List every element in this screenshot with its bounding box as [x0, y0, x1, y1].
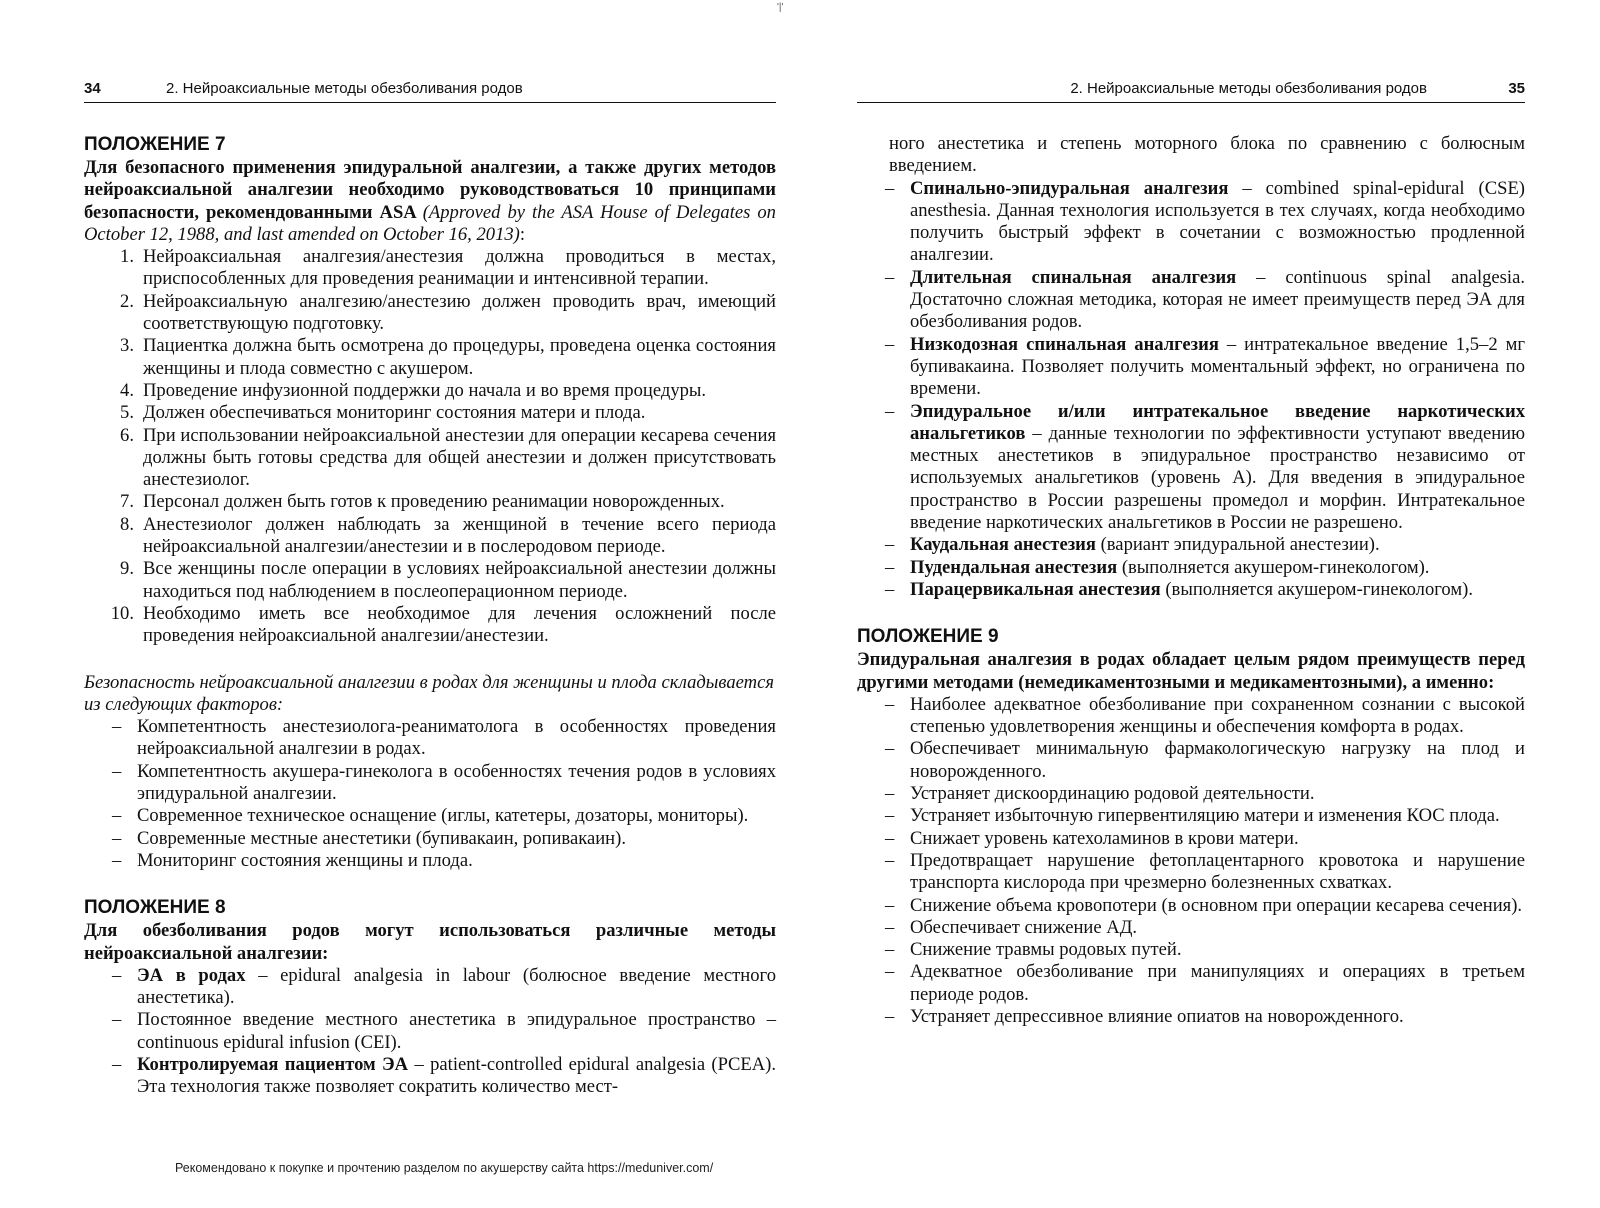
list-item [84, 828, 776, 850]
right-page [857, 72, 1525, 1028]
item-text: Современное техническое оснащение (иглы, катетеры, дозаторы, мониторы). [137, 805, 749, 827]
section-8 [84, 896, 776, 1098]
dash-bullet: – [885, 556, 895, 578]
dash-bullet: – [885, 578, 895, 600]
list-item [857, 805, 1525, 827]
section-lead: Эпидуральная аналгезия в родах обладает целым рядом преимуществ перед другими методами (немедикаментозными и медикаментозными), а именно: [857, 649, 1525, 693]
lead-end: : [519, 223, 526, 245]
item-term: Контролируемая пациентом ЭА [137, 1053, 409, 1075]
lead-bold-text: Для безопасного применения эпидуральной аналгезии, а также других методов нейроаксиальной аналгезии необходимо руководствоваться 10 принципами безопасности, рекомендованными ASA [84, 157, 776, 223]
dash-bullet: – [112, 849, 122, 871]
list-item [84, 805, 776, 827]
item-term: Каудальная анестезия [910, 534, 1096, 556]
item-text: Компетентность анестезиолога-реаниматолога в особенностях проведения нейроаксиальной аналгезии в родах. [137, 716, 776, 760]
list-item [857, 939, 1525, 961]
list-item [84, 558, 776, 603]
item-text: Предотвращает нарушение фетоплацентарного кровотока и нарушение транспорта кислорода при чрезмерно болезненных схватках. [910, 849, 1525, 894]
dash-bullet: – [885, 916, 895, 938]
item-text: Наиболее адекватное обезболивание при сохраненном сознании с высокой степенью удовлетворения женщины и обеспечения комфорта в родах. [910, 693, 1525, 738]
item-number: 3. [120, 335, 134, 357]
list-item [857, 557, 1525, 579]
list-item [84, 246, 776, 291]
dash-bullet: – [112, 716, 122, 738]
list-item [84, 603, 776, 648]
left-page [84, 72, 776, 1099]
dash-bullet: – [885, 738, 895, 760]
dash-bullet: – [885, 266, 895, 288]
dash-bullet: – [112, 805, 122, 827]
item-text: – combined spinal-epidural (CSE) anesthesia. Данная технология используется в тех случаях, когда необходимо получить быстрый эффект в сочетании с возможностью продленной аналгезии. [910, 177, 1525, 266]
item-number: 2. [120, 290, 134, 312]
item-number: 5. [120, 402, 134, 424]
item-term: Спинально-эпидуральная аналгезия [910, 177, 1229, 199]
list-item [84, 716, 776, 761]
dash-bullet: – [885, 1005, 895, 1027]
safety-intro: Безопасность нейроаксиальной аналгезии в родах для женщины и плода складывается из следующих факторов: [84, 671, 774, 715]
item-number: 1. [120, 246, 134, 268]
list-item [84, 335, 776, 380]
item-text: Обеспечивает минимальную фармакологическую нагрузку на плод и новорожденного. [910, 738, 1525, 782]
list-item [857, 738, 1525, 783]
dash-bullet: – [885, 693, 895, 715]
list-item [857, 961, 1525, 1006]
item-text: (вариант эпидуральной анестезии). [1095, 534, 1380, 556]
scan-mark: '|' [777, 2, 784, 13]
dash-bullet: – [112, 1009, 122, 1031]
list-item [857, 828, 1525, 850]
list-item [857, 267, 1525, 334]
item-text: – patient-controlled epidural analgesia (PCEA). Эта технология также позволяет сократить количество мест- [137, 1053, 776, 1098]
section-heading: ПОЛОЖЕНИЕ 9 [857, 626, 999, 648]
continuation-text: ного анестетика и степень моторного блока по сравнению с болюсным введением. [889, 133, 1525, 177]
list-item [857, 694, 1525, 739]
item-text: При использовании нейроаксиальной анестезии для операции кесарева сечения должны быть готовы средства для общей анестезии и должен присутствовать анестезиолог. [143, 424, 776, 491]
item-text: – continuous spinal analgesia. Достаточно сложная методика, которая не имеет преимуществ перед ЭА для обезболивания родов. [910, 266, 1525, 333]
dash-bullet: – [885, 534, 895, 556]
dash-bullet: – [885, 177, 895, 199]
item-term: Парацервикальная анестезия [910, 578, 1161, 600]
item-text: – интратекальное введение 1,5–2 мг бупивакаина. Позволяет получить моментальный эффект, но ограничена по времени. [910, 333, 1525, 400]
item-text: Пациентка должна быть осмотрена до процедуры, проведена оценка состояния женщины и плода совместно с акушером. [143, 335, 776, 379]
section-8-continued [857, 133, 1525, 601]
item-number: 9. [120, 558, 134, 580]
list-item [857, 579, 1525, 601]
item-text: Нейроаксиальная аналгезия/анестезия должна проводиться в местах, приспособленных для проведения реанимации и интенсивной терапии. [143, 246, 776, 290]
item-term: Пудендальная анестезия [910, 556, 1118, 578]
item-text: Устраняет депрессивное влияние опиатов на новорожденного. [910, 1005, 1404, 1027]
chapter-title: 2. Нейроаксиальные методы обезболивания родов [1070, 80, 1427, 97]
dash-bullet: – [885, 827, 895, 849]
item-text: Снижает уровень катехоламинов в крови матери. [910, 827, 1299, 849]
item-term: Длительная спинальная аналгезия [910, 266, 1237, 288]
item-text: Нейроаксиальную аналгезию/анестезию должен проводить врач, имеющий соответствующую подготовку. [143, 290, 776, 335]
item-number: 4. [120, 379, 134, 401]
list-item [84, 402, 776, 424]
item-text: (выполняется акушером-гинекологом). [1160, 578, 1473, 600]
section-heading: ПОЛОЖЕНИЕ 7 [84, 134, 226, 155]
item-text: (выполняется акушером-гинекологом). [1117, 556, 1430, 578]
dash-bullet: – [112, 760, 122, 782]
item-text: Анестезиолог должен наблюдать за женщиной в течение всего периода нейроаксиальной аналгезии/анестезии и в послеродовом периоде. [143, 513, 776, 558]
dash-bullet: – [885, 894, 895, 916]
item-text: – данные технологии по эффективности уступают введению местных анестетиков в эпидуральное пространство независимо от используемых анальгетиков (уровень А). Для введения в эпидуральное пространство в России разрешены промедол и морфин. Интратекальное введение наркотических анальгетиков в России не разрешено. [910, 422, 1525, 534]
page-number: 35 [1508, 80, 1525, 97]
list-item [857, 917, 1525, 939]
page-number: 34 [84, 80, 101, 97]
item-text: Проведение инфузионной поддержки до начала и во время процедуры. [143, 379, 707, 401]
list-item [84, 514, 776, 559]
section-lead: Для обезболивания родов могут использоваться различные методы нейроаксиальной аналгезии: [84, 920, 776, 964]
list-item [857, 401, 1525, 535]
dash-bullet: – [885, 939, 895, 961]
lead-italic-text: (Approved by the ASA House of Delegates on October 12, 1988, and last amended on October 16, 2013) [84, 201, 776, 245]
item-text: Необходимо иметь все необходимое для лечения осложнений после проведения нейроаксиальной аналгезии/анестезии. [143, 602, 776, 647]
methods-list [84, 965, 776, 1099]
dash-bullet: – [885, 961, 895, 983]
list-item [84, 1054, 776, 1099]
list-item [857, 534, 1525, 556]
dash-bullet: – [112, 827, 122, 849]
page-header [857, 72, 1525, 103]
item-term: ЭА в родах [137, 964, 246, 986]
list-item [84, 491, 776, 513]
chapter-title: 2. Нейроаксиальные методы обезболивания родов [166, 80, 523, 97]
item-number: 8. [120, 513, 134, 535]
dash-bullet: – [885, 805, 895, 827]
dash-bullet: – [885, 333, 895, 355]
item-term: Низкодозная спинальная аналгезия [910, 333, 1219, 355]
list-item [857, 783, 1525, 805]
section-9 [857, 625, 1525, 1028]
item-number: 7. [120, 491, 134, 513]
list-item [84, 291, 776, 336]
safety-factors-list [84, 716, 776, 872]
list-item [857, 895, 1525, 917]
list-item [84, 965, 776, 1010]
item-text: Должен обеспечиваться мониторинг состояния матери и плода. [143, 402, 646, 424]
list-item [84, 380, 776, 402]
dash-bullet: – [112, 964, 122, 986]
item-text: Устраняет избыточную гипервентиляцию матери и изменения КОС плода. [910, 805, 1500, 827]
item-text: Все женщины после операции в условиях нейроаксиальной анестезии должны находиться под наблюдением в послеоперационном периоде. [143, 558, 776, 602]
list-item [84, 1009, 776, 1054]
item-text: Мониторинг состояния женщины и плода. [137, 849, 473, 871]
list-item [84, 761, 776, 806]
item-text: Снижение объема кровопотери (в основном при операции кесарева сечения). [910, 894, 1523, 916]
advantages-list [857, 694, 1525, 1028]
item-text: Обеспечивает снижение АД. [910, 916, 1138, 938]
list-item [857, 334, 1525, 401]
item-text: Персонал должен быть готов к проведению реанимации новорожденных. [143, 491, 725, 513]
dash-bullet: – [885, 400, 895, 422]
item-text: – epidural analgesia in labour (болюсное введение местного анестетика). [137, 964, 776, 1009]
dash-bullet: – [112, 1053, 122, 1075]
section-7 [84, 133, 776, 872]
item-term: Эпидуральное и/или интратекальное введение наркотических анальгетиков [910, 400, 1525, 444]
dash-bullet: – [885, 783, 895, 805]
footer-note: Рекомендовано к покупке и прочтению разделом по акушерству сайта https://meduniver.com/ [175, 1161, 714, 1175]
list-item [84, 850, 776, 872]
page-header [84, 72, 776, 103]
item-text: Компетентность акушера-гинеколога в особенностях течения родов в условиях эпидуральной аналгезии. [137, 760, 776, 805]
item-number: 10. [110, 602, 134, 624]
list-item [857, 850, 1525, 895]
dash-bullet: – [885, 849, 895, 871]
item-text: Адекватное обезболивание при манипуляциях и операциях в третьем периоде родов. [910, 961, 1525, 1005]
item-text: Устраняет дискоординацию родовой деятельности. [910, 783, 1315, 805]
item-text: Постоянное введение местного анестетика в эпидуральное пространство – continuous epidural infusion (CEI). [137, 1009, 776, 1053]
item-text: Современные местные анестетики (бупивакаин, ропивакаин). [137, 827, 626, 849]
list-item [857, 1006, 1525, 1028]
principles-list [84, 246, 776, 647]
item-text: Снижение травмы родовых путей. [910, 939, 1182, 961]
section-heading: ПОЛОЖЕНИЕ 8 [84, 897, 226, 919]
list-item [84, 425, 776, 492]
section-lead [84, 157, 776, 246]
list-item [857, 178, 1525, 267]
item-number: 6. [120, 424, 134, 446]
methods-list [857, 178, 1525, 602]
